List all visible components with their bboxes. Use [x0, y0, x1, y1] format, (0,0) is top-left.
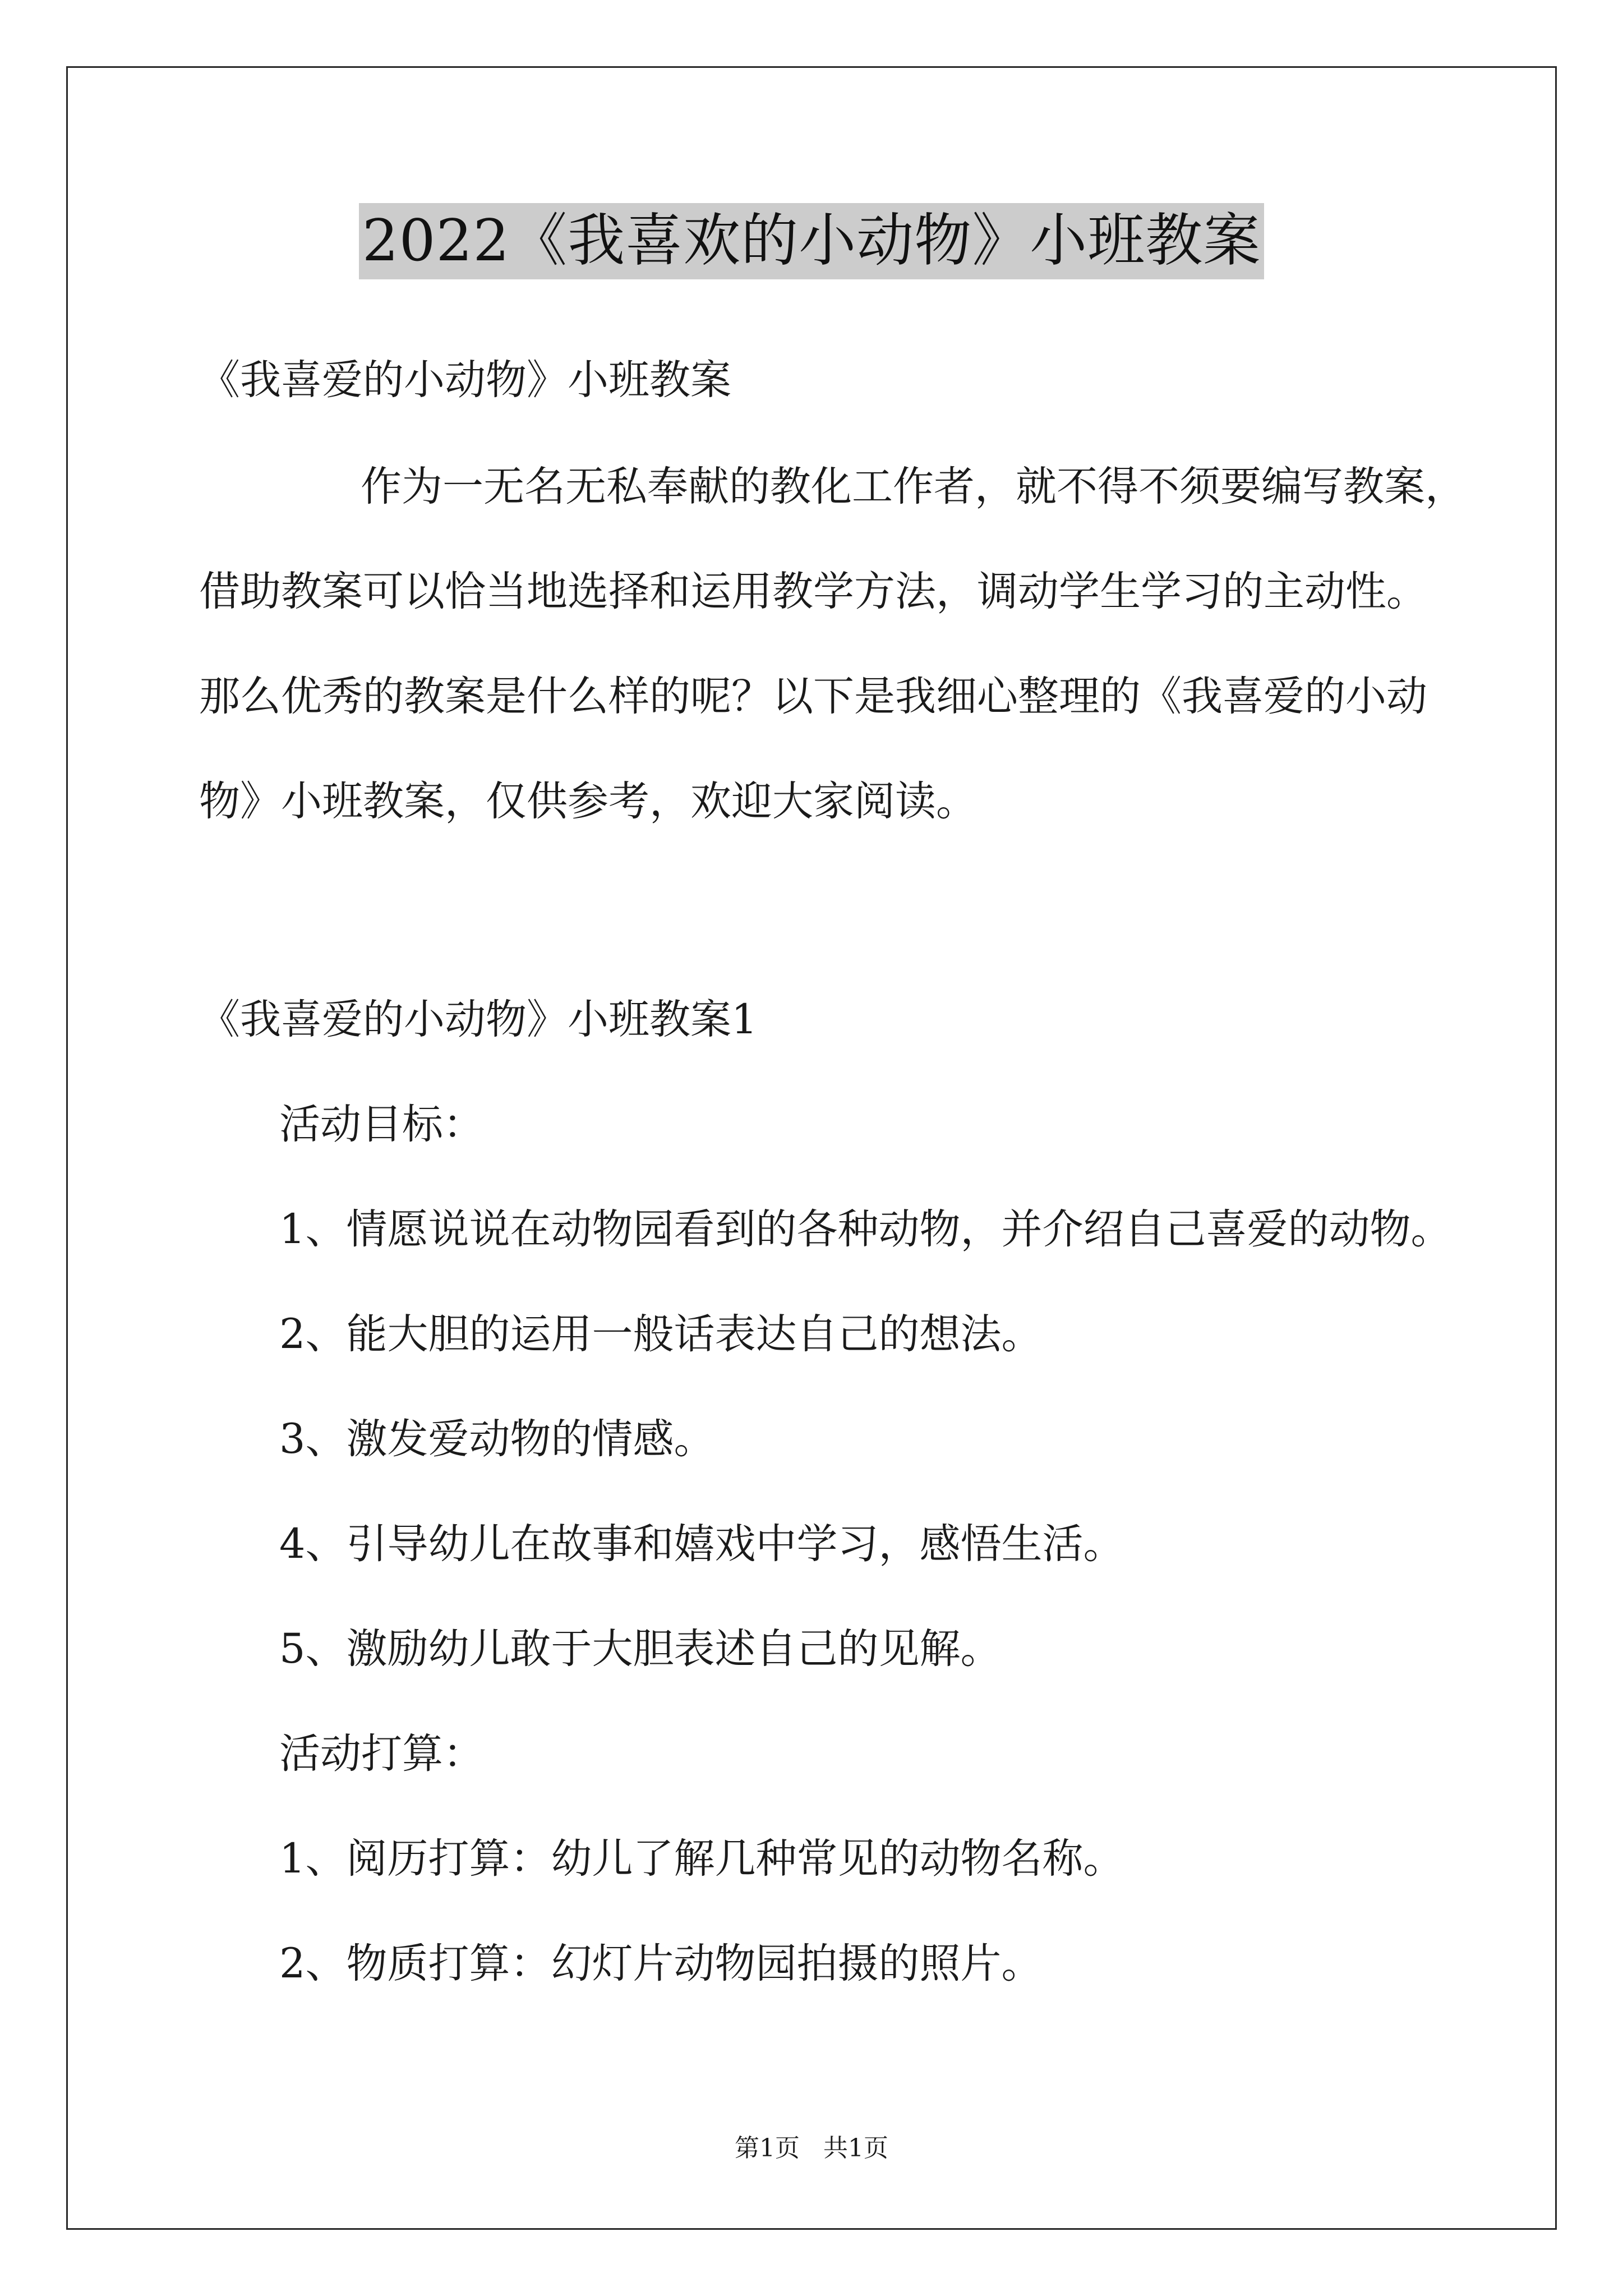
document-subtitle: 《我喜爱的小动物》小班教案	[199, 356, 731, 404]
prep-item: 1、阅历打算：幼儿了解几种常见的动物名称。	[279, 1835, 1124, 1883]
intro-line-4: 物》小班教案，仅供参考，欢迎大家阅读。	[199, 777, 977, 825]
goal-item: 4、引导幼儿在故事和嬉戏中学习，感悟生活。	[279, 1520, 1124, 1568]
prep-item: 2、物质打算：幻灯片动物园拍摄的照片。	[279, 1940, 1043, 1987]
prep-heading: 活动打算：	[279, 1730, 484, 1778]
goal-item: 5、激励幼儿敢于大胆表述自己的见解。	[279, 1625, 1002, 1673]
intro-line-3: 那么优秀的教案是什么样的呢？以下是我细心整理的《我喜爱的小动	[199, 673, 1427, 720]
goal-item: 2、能大胆的运用一般话表达自己的想法。	[279, 1310, 1043, 1358]
goal-item: 1、情愿说说在动物园看到的各种动物，并介绍自己喜爱的动物。	[279, 1205, 1452, 1253]
goals-heading: 活动目标：	[279, 1101, 484, 1148]
section-heading: 《我喜爱的小动物》小班教案1	[199, 996, 758, 1043]
document-title: 2022《我喜欢的小动物》小班教案	[359, 203, 1265, 279]
title-container	[0, 203, 1623, 279]
goal-item: 3、激发爱动物的情感。	[279, 1415, 715, 1463]
intro-line-2: 借助教案可以恰当地选择和运用教学方法，调动学生学习的主动性。	[199, 568, 1427, 615]
page-number-footer: 第1页 共1页	[735, 2134, 888, 2162]
intro-line-1: 作为一无名无私奉献的教化工作者，就不得不须要编写教案，	[361, 463, 1466, 510]
